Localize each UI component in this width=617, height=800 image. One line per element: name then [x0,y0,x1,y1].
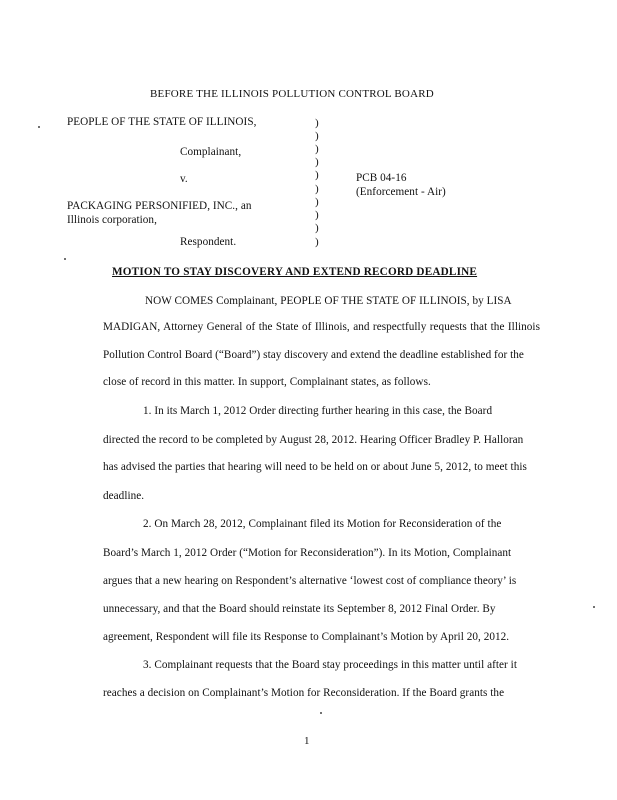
paragraph-2-line: 2. On March 28, 2012, Complainant filed its Motion for Reconsideration of the [143,518,502,530]
caption-paren: ) [315,196,319,208]
caption-role-1: Complainant, [180,146,242,158]
scan-speck [320,712,322,714]
caption-paren: ) [315,183,319,195]
paragraph-2-line: argues that a new hearing on Respondent’s alternative ‘lowest cost of compliance theory’ is [103,575,517,587]
caption-versus: v. [180,173,188,185]
page-number: 1 [304,735,310,747]
caption-paren: ) [315,143,319,155]
paragraph-1-line: deadline. [103,490,145,502]
scan-speck [38,126,40,128]
motion-heading: MOTION TO STAY DISCOVERY AND EXTEND RECORD DEADLINE [112,266,478,278]
caption-paren: ) [315,156,319,168]
board-title: BEFORE THE ILLINOIS POLLUTION CONTROL BOARD [150,88,434,100]
paragraph-1-line: has advised the parties that hearing will need to be held on or about June 5, 2012, to meet this [103,461,527,473]
paragraph-2-line: Board’s March 1, 2012 Order (“Motion for Reconsideration”). In its Motion, Complainant [103,547,512,559]
caption-party-2-line2: Illinois corporation, [67,214,157,226]
paragraph-2-line: unnecessary, and that the Board should reinstate its September 8, 2012 Final Order. By [103,603,496,615]
paragraph-3-line: 3. Complainant requests that the Board stay proceedings in this matter until after it [143,659,517,671]
intro-line: MADIGAN, Attorney General of the State of Illinois, and respectfully requests that the Illinois [103,321,540,333]
scan-speck [593,606,595,608]
intro-line: Pollution Control Board (“Board”) stay discovery and extend the deadline established for the [103,349,524,361]
intro-line: NOW COMES Complainant, PEOPLE OF THE STATE OF ILLINOIS, by LISA [145,295,512,307]
case-type: (Enforcement - Air) [356,186,446,198]
caption-role-2: Respondent. [180,236,237,248]
intro-line: close of record in this matter. In support, Complainant states, as follows. [103,376,431,388]
caption-paren: ) [315,236,319,248]
case-number: PCB 04-16 [356,172,407,184]
caption-party-2-line1: PACKAGING PERSONIFIED, INC., an [67,200,252,212]
caption-party-1: PEOPLE OF THE STATE OF ILLINOIS, [67,116,257,128]
paragraph-3-line: reaches a decision on Complainant’s Motion for Reconsideration. If the Board grants the [103,687,505,699]
caption-paren: ) [315,169,319,181]
scan-speck [64,258,66,260]
paragraph-1-line: 1. In its March 1, 2012 Order directing further hearing in this case, the Board [143,405,493,417]
caption-paren: ) [315,117,319,129]
paragraph-2-line: agreement, Respondent will file its Response to Complainant’s Motion by April 20, 2012. [103,631,510,643]
caption-paren: ) [315,222,319,234]
caption-paren: ) [315,130,319,142]
caption-paren: ) [315,209,319,221]
paragraph-1-line: directed the record to be completed by August 28, 2012. Hearing Officer Bradley P. Halloran [103,434,524,446]
